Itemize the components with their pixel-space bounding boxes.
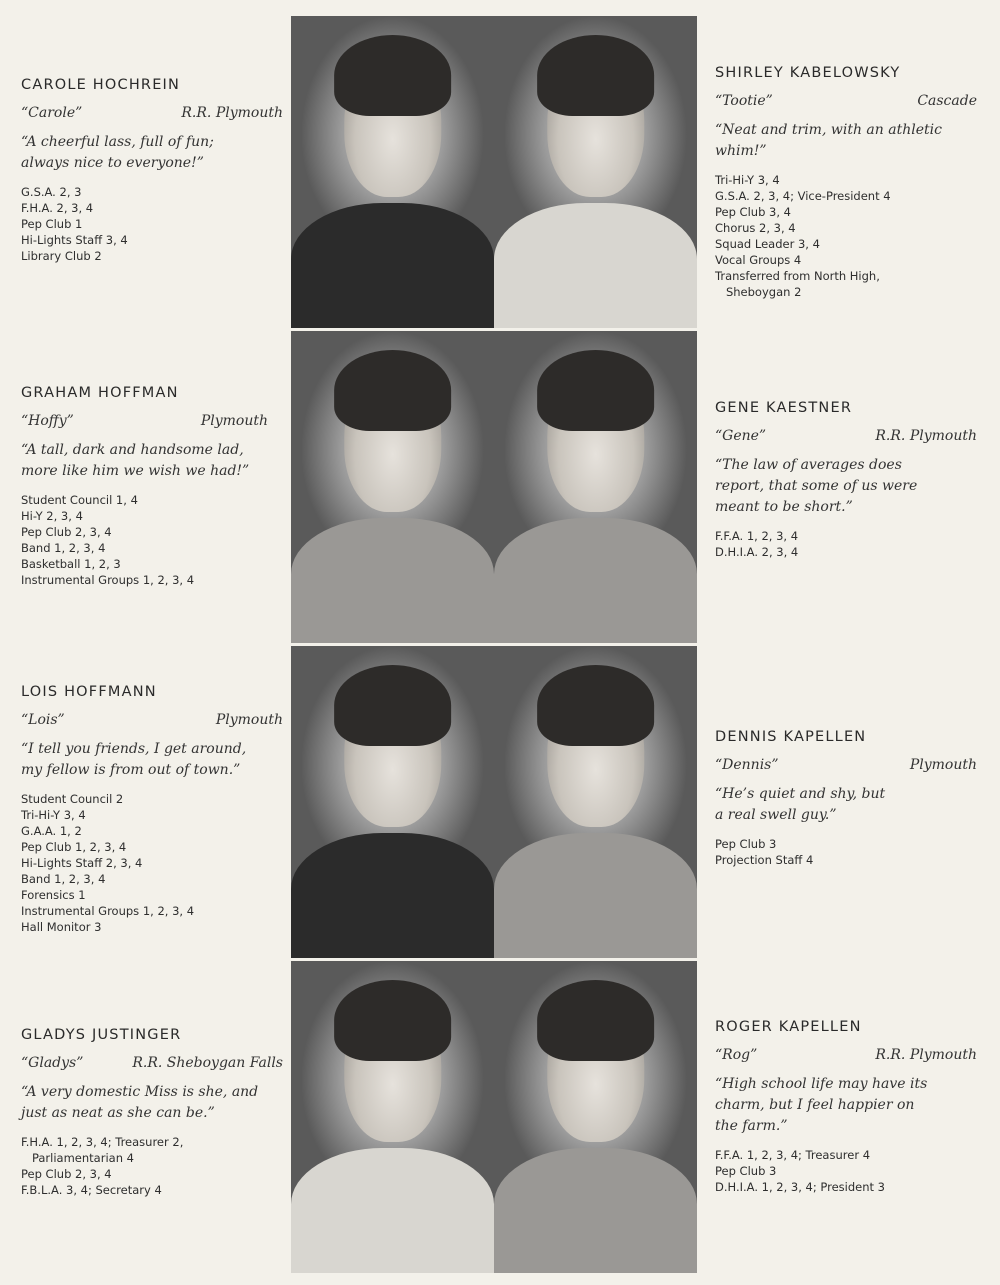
student-hometown: R.R. Sheboygan Falls xyxy=(132,1055,283,1071)
activity-item: Band 1, 2, 3, 4 xyxy=(21,541,106,555)
activity-item: D.H.I.A. 1, 2, 3, 4; President 3 xyxy=(715,1180,885,1194)
portrait-gladys-justinger xyxy=(291,961,494,1273)
activity-item: F.F.A. 1, 2, 3, 4; Treasurer 4 xyxy=(715,1148,871,1162)
activity-item: Chorus 2, 3, 4 xyxy=(715,221,796,235)
activity-item: F.H.A. 1, 2, 3, 4; Treasurer 2, xyxy=(21,1135,184,1149)
student-hometown: R.R. Plymouth xyxy=(875,1047,977,1063)
activity-item: Pep Club 1, 2, 3, 4 xyxy=(21,840,127,854)
bio-shirley-kabelowsky xyxy=(715,65,977,300)
student-hometown: Cascade xyxy=(917,93,977,109)
student-nickname: “Gladys” xyxy=(21,1055,84,1071)
activity-item: Vocal Groups 4 xyxy=(715,253,802,267)
activities-list xyxy=(21,184,283,264)
activity-item: Hall Monitor 3 xyxy=(21,920,102,934)
activity-item: Pep Club 1 xyxy=(21,217,83,231)
activity-item: Hi-Lights Staff 2, 3, 4 xyxy=(21,856,143,870)
bio-carole-hochrein xyxy=(21,77,283,264)
student-quote: “I tell you friends, I get around, my fellow is from out of town.” xyxy=(21,741,247,778)
activity-item: Hi-Lights Staff 3, 4 xyxy=(21,233,128,247)
student-hometown: R.R. Plymouth xyxy=(875,428,977,444)
activities-list xyxy=(21,492,283,588)
student-quote: “A very domestic Miss is she, and just as neat as she can be.” xyxy=(21,1084,259,1121)
activity-item: Basketball 1, 2, 3 xyxy=(21,557,121,571)
activity-item: F.F.A. 1, 2, 3, 4 xyxy=(715,529,799,543)
bio-graham-hoffman xyxy=(21,385,283,588)
student-name: ROGER KAPELLEN xyxy=(715,1019,862,1035)
activity-item: Sheboygan 2 xyxy=(715,285,802,299)
student-name: SHIRLEY KABELOWSKY xyxy=(715,65,901,81)
activity-item: Forensics 1 xyxy=(21,888,86,902)
bio-gene-kaestner xyxy=(715,400,977,560)
activities-list xyxy=(21,1134,283,1198)
activity-item: Pep Club 3 xyxy=(715,1164,777,1178)
portrait-roger-kapellen xyxy=(494,961,697,1273)
portrait-gene-kaestner xyxy=(494,331,697,643)
student-quote: “A tall, dark and handsome lad, more like him we wish we had!” xyxy=(21,442,250,479)
activity-item: Parliamentarian 4 xyxy=(21,1151,134,1165)
activity-item: Pep Club 2, 3, 4 xyxy=(21,1167,112,1181)
portrait-graham-hoffman xyxy=(291,331,494,643)
student-name: DENNIS KAPELLEN xyxy=(715,729,867,745)
student-name: GENE KAESTNER xyxy=(715,400,853,416)
activity-item: Instrumental Groups 1, 2, 3, 4 xyxy=(21,573,195,587)
activity-item: Library Club 2 xyxy=(21,249,102,263)
student-quote: “Neat and trim, with an athletic whim!” xyxy=(715,122,942,159)
activity-item: F.H.A. 2, 3, 4 xyxy=(21,201,94,215)
student-nickname: “Dennis” xyxy=(715,757,779,773)
student-nickname: “Rog” xyxy=(715,1047,758,1063)
student-quote: “A cheerful lass, full of fun; always nice to everyone!” xyxy=(21,134,214,171)
activity-item: Pep Club 3 xyxy=(715,837,777,851)
student-name: GLADYS JUSTINGER xyxy=(21,1027,182,1043)
activity-item: Transferred from North High, xyxy=(715,269,880,283)
student-hometown: R.R. Plymouth xyxy=(181,105,283,121)
student-nickname: “Gene” xyxy=(715,428,767,444)
activities-list xyxy=(715,172,977,300)
student-hometown: Plymouth xyxy=(215,712,283,728)
activity-item: D.H.I.A. 2, 3, 4 xyxy=(715,545,799,559)
activity-item: G.S.A. 2, 3, 4; Vice-President 4 xyxy=(715,189,891,203)
portrait-carole-hochrein xyxy=(291,16,494,328)
portrait-lois-hoffmann xyxy=(291,646,494,958)
student-quote: “He’s quiet and shy, but a real swell guy.” xyxy=(715,786,886,823)
activities-list xyxy=(715,1147,977,1195)
bio-lois-hoffmann xyxy=(21,684,283,935)
activity-item: Pep Club 3, 4 xyxy=(715,205,791,219)
student-hometown: Plymouth xyxy=(200,413,268,429)
student-nickname: “Carole” xyxy=(21,105,83,121)
student-name: GRAHAM HOFFMAN xyxy=(21,385,179,401)
activity-item: Student Council 2 xyxy=(21,792,124,806)
student-hometown: Plymouth xyxy=(909,757,977,773)
activity-item: Instrumental Groups 1, 2, 3, 4 xyxy=(21,904,195,918)
student-name: LOIS HOFFMANN xyxy=(21,684,157,700)
student-quote: “High school life may have its charm, but I feel happier on the farm.” xyxy=(715,1076,928,1134)
bio-dennis-kapellen xyxy=(715,729,977,868)
activity-item: Squad Leader 3, 4 xyxy=(715,237,820,251)
bio-roger-kapellen xyxy=(715,1019,977,1195)
activity-item: Projection Staff 4 xyxy=(715,853,814,867)
activities-list xyxy=(715,836,977,868)
student-nickname: “Hoffy” xyxy=(21,413,74,429)
activity-item: Student Council 1, 4 xyxy=(21,493,138,507)
activity-item: Tri-Hi-Y 3, 4 xyxy=(715,173,780,187)
activity-item: G.A.A. 1, 2 xyxy=(21,824,82,838)
bio-gladys-justinger xyxy=(21,1027,283,1198)
activity-item: Hi-Y 2, 3, 4 xyxy=(21,509,83,523)
student-nickname: “Tootie” xyxy=(715,93,773,109)
activity-item: Band 1, 2, 3, 4 xyxy=(21,872,106,886)
activity-item: G.S.A. 2, 3 xyxy=(21,185,82,199)
activities-list xyxy=(715,528,977,560)
portrait-dennis-kapellen xyxy=(494,646,697,958)
activities-list xyxy=(21,791,283,935)
activity-item: Pep Club 2, 3, 4 xyxy=(21,525,112,539)
activity-item: Tri-Hi-Y 3, 4 xyxy=(21,808,86,822)
student-name: CAROLE HOCHREIN xyxy=(21,77,181,93)
portrait-shirley-kabelowsky xyxy=(494,16,697,328)
student-quote: “The law of averages does report, that some of us were meant to be short.” xyxy=(715,457,918,515)
student-nickname: “Lois” xyxy=(21,712,65,728)
activity-item: F.B.L.A. 3, 4; Secretary 4 xyxy=(21,1183,162,1197)
